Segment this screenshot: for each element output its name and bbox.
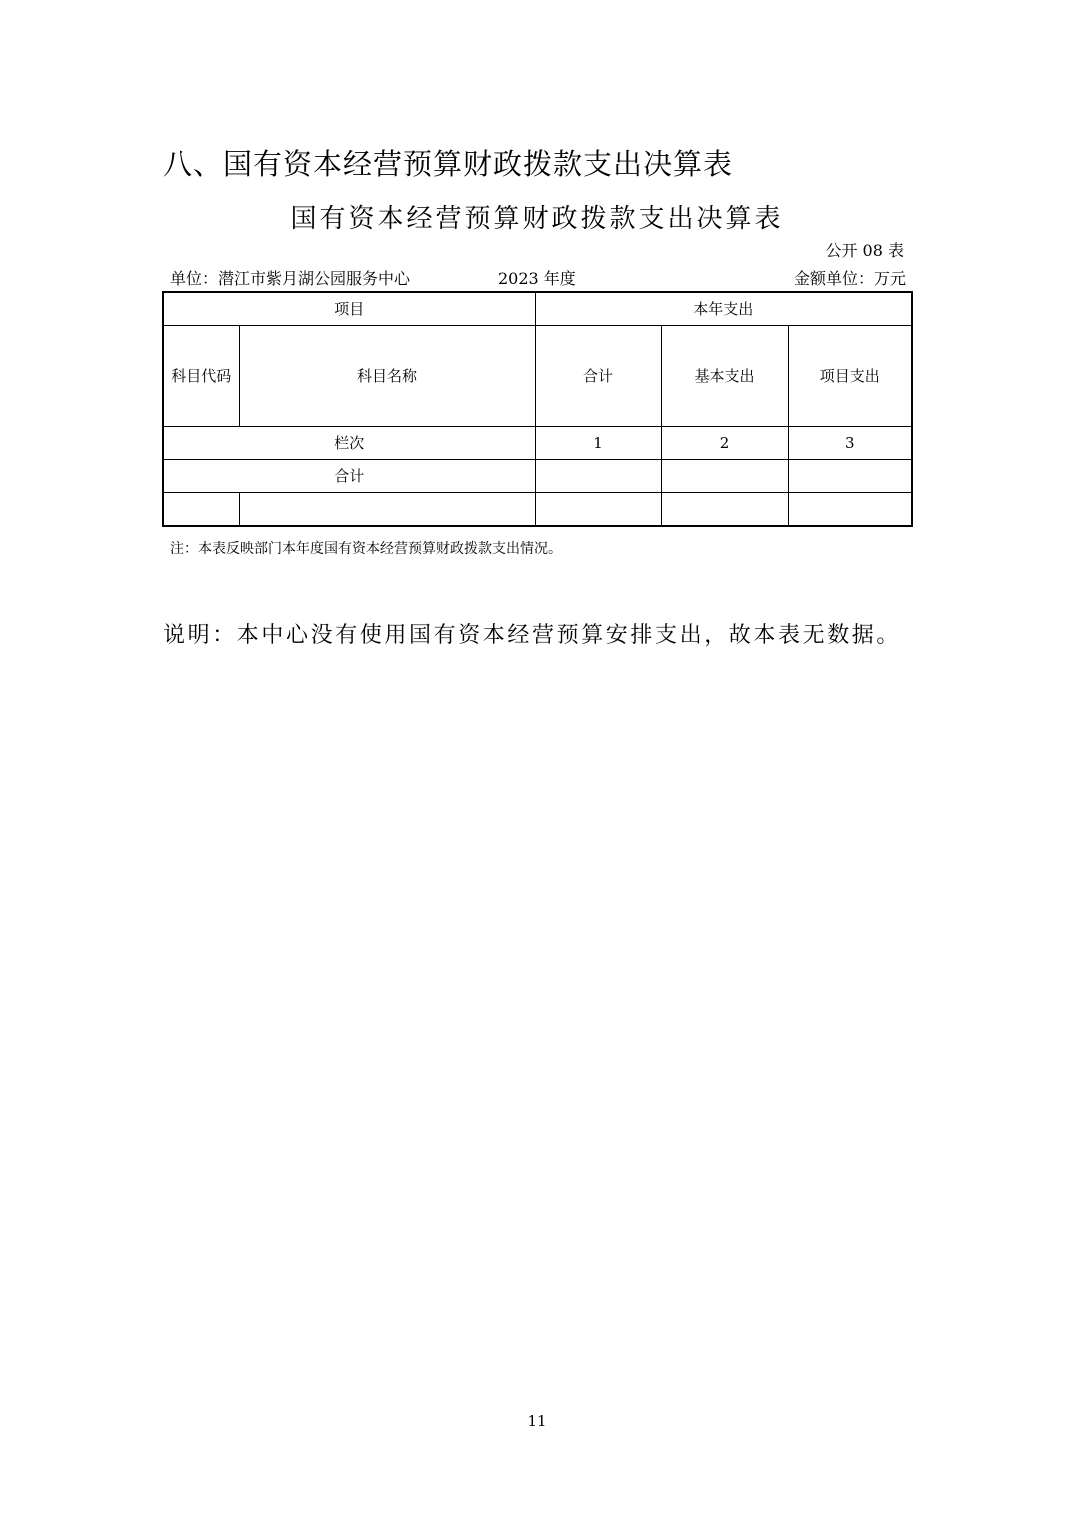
total-row-label: 合计 xyxy=(163,460,535,493)
table-total-row xyxy=(163,460,912,493)
empty-total-cell xyxy=(535,493,661,527)
table-title: 国有资本经营预算财政拨款支出决算表 xyxy=(290,204,784,234)
col-subject-name: 科目名称 xyxy=(239,326,535,427)
explanation-text: 说明：本中心没有使用国有资本经营预算安排支出，故本表无数据。 xyxy=(163,623,902,648)
basic-value-cell xyxy=(661,460,788,493)
table-column-row xyxy=(163,326,912,427)
index-3: 3 xyxy=(788,427,912,460)
table-empty-row xyxy=(163,493,912,527)
table-note: 注：本表反映部门本年度国有资本经营预算财政拨款支出情况。 xyxy=(170,541,562,557)
table-code: 公开 08 表 xyxy=(825,241,904,260)
table-meta-line xyxy=(170,266,906,288)
col-project-expenditure: 项目支出 xyxy=(788,326,912,427)
empty-name-cell xyxy=(239,493,535,527)
header-current-year: 本年支出 xyxy=(535,292,912,326)
col-total: 合计 xyxy=(535,326,661,427)
total-value-cell xyxy=(535,460,661,493)
table-index-row xyxy=(163,427,912,460)
row-index-label: 栏次 xyxy=(163,427,535,460)
report-year: 2023 年度 xyxy=(498,269,576,288)
amount-unit: 金额单位：万元 xyxy=(793,269,906,288)
table-header-row xyxy=(163,292,912,326)
empty-project-cell xyxy=(788,493,912,527)
budget-table xyxy=(162,291,913,527)
col-subject-code: 科目代码 xyxy=(163,326,239,427)
header-project: 项目 xyxy=(163,292,535,326)
empty-basic-cell xyxy=(661,493,788,527)
index-2: 2 xyxy=(661,427,788,460)
index-1: 1 xyxy=(535,427,661,460)
project-value-cell xyxy=(788,460,912,493)
empty-code-cell xyxy=(163,493,239,527)
col-basic-expenditure: 基本支出 xyxy=(661,326,788,427)
page-number: 11 xyxy=(527,1412,547,1430)
section-heading: 八、国有资本经营预算财政拨款支出决算表 xyxy=(163,147,734,181)
unit-label: 单位：潜江市紫月湖公园服务中心 xyxy=(170,269,411,288)
